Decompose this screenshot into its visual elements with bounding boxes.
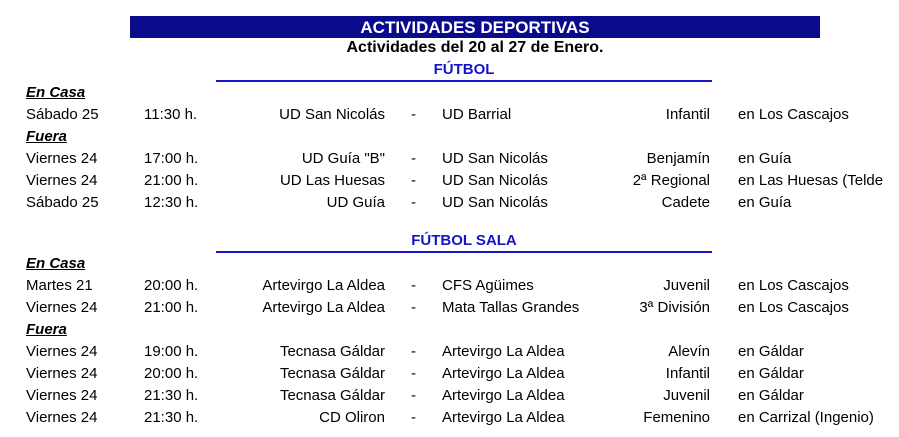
match-home-team: UD Guía: [326, 194, 385, 211]
match-away-team: Mata Tallas Grandes: [442, 299, 580, 316]
match-day: Martes 21: [26, 277, 93, 294]
match-category: Alevín: [668, 343, 710, 360]
match-time: 19:00 h.: [144, 343, 199, 360]
match-away-team: UD San Nicolás: [442, 194, 548, 211]
match-row: [0, 104, 899, 126]
match-venue: en Guía: [738, 194, 792, 211]
match-day: Viernes 24: [26, 299, 98, 316]
match-time: 20:00 h.: [144, 365, 199, 382]
match-separator: -: [411, 365, 416, 382]
match-home-team: Artevirgo La Aldea: [262, 277, 385, 294]
match-separator: -: [411, 194, 416, 211]
match-row: [0, 341, 899, 363]
match-day: Viernes 24: [26, 365, 98, 382]
match-separator: -: [411, 387, 416, 404]
group-label-fuera: Fuera: [26, 128, 67, 145]
match-separator: -: [411, 409, 416, 426]
match-home-team: UD San Nicolás: [279, 106, 385, 123]
match-row: [0, 170, 899, 192]
section-title-futbol-sala: FÚTBOL SALA: [216, 231, 712, 253]
match-home-team: Artevirgo La Aldea: [262, 299, 385, 316]
page-banner-title: ACTIVIDADES DEPORTIVAS: [130, 16, 820, 38]
match-time: 21:00 h.: [144, 172, 199, 189]
match-separator: -: [411, 343, 416, 360]
match-row: [0, 297, 899, 319]
match-category: 2ª Regional: [632, 172, 710, 189]
match-time: 12:30 h.: [144, 194, 199, 211]
match-day: Sábado 25: [26, 194, 99, 211]
match-category: Femenino: [643, 409, 710, 426]
match-category: 3ª División: [639, 299, 710, 316]
match-day: Viernes 24: [26, 343, 98, 360]
match-venue: en Gáldar: [738, 343, 804, 360]
match-row: [0, 407, 899, 429]
match-category: Juvenil: [663, 387, 710, 404]
match-home-team: CD Oliron: [319, 409, 385, 426]
match-away-team: Artevirgo La Aldea: [442, 409, 565, 426]
match-home-team: UD Guía "B": [301, 150, 385, 167]
match-time: 21:00 h.: [144, 299, 199, 316]
match-day: Sábado 25: [26, 106, 99, 123]
match-away-team: UD San Nicolás: [442, 150, 548, 167]
match-venue: en Carrizal (Ingenio): [738, 409, 874, 426]
match-away-team: UD Barrial: [442, 106, 512, 123]
match-category: Juvenil: [663, 277, 710, 294]
match-day: Viernes 24: [26, 387, 98, 404]
match-row: [0, 363, 899, 385]
match-row: [0, 192, 899, 214]
match-venue: en Los Cascajos: [738, 299, 849, 316]
match-day: Viernes 24: [26, 150, 98, 167]
match-away-team: UD San Nicolás: [442, 172, 548, 189]
match-home-team: Tecnasa Gáldar: [279, 387, 385, 404]
match-venue: en Las Huesas (Telde: [738, 172, 884, 189]
match-away-team: Artevirgo La Aldea: [442, 365, 565, 382]
match-venue: en Gáldar: [738, 365, 804, 382]
match-home-team: UD Las Huesas: [279, 172, 385, 189]
group-label-en-casa: En Casa: [26, 255, 86, 272]
match-venue: en Los Cascajos: [738, 106, 849, 123]
match-separator: -: [411, 106, 416, 123]
match-separator: -: [411, 277, 416, 294]
match-row: [0, 275, 899, 297]
group-label-en-casa: En Casa: [26, 84, 86, 101]
match-venue: en Los Cascajos: [738, 277, 849, 294]
page-subtitle: Actividades del 20 al 27 de Enero.: [346, 39, 604, 56]
match-venue: en Guía: [738, 150, 792, 167]
match-time: 21:30 h.: [144, 409, 199, 426]
match-home-team: Tecnasa Gáldar: [279, 365, 385, 382]
match-home-team: Tecnasa Gáldar: [279, 343, 385, 360]
match-category: Cadete: [661, 194, 710, 211]
match-category: Infantil: [665, 365, 710, 382]
group-label-fuera: Fuera: [26, 321, 67, 338]
match-separator: -: [411, 172, 416, 189]
match-category: Infantil: [665, 106, 710, 123]
match-away-team: Artevirgo La Aldea: [442, 343, 565, 360]
match-time: 21:30 h.: [144, 387, 199, 404]
match-row: [0, 385, 899, 407]
match-away-team: Artevirgo La Aldea: [442, 387, 565, 404]
section-title-futbol: FÚTBOL: [216, 60, 712, 82]
match-row: [0, 148, 899, 170]
match-day: Viernes 24: [26, 172, 98, 189]
match-away-team: CFS Agüimes: [442, 277, 534, 294]
match-day: Viernes 24: [26, 409, 98, 426]
match-time: 11:30 h.: [144, 106, 198, 123]
match-separator: -: [411, 150, 416, 167]
match-venue: en Gáldar: [738, 387, 804, 404]
match-time: 17:00 h.: [144, 150, 199, 167]
match-category: Benjamín: [646, 150, 710, 167]
match-time: 20:00 h.: [144, 277, 199, 294]
match-separator: -: [411, 299, 416, 316]
